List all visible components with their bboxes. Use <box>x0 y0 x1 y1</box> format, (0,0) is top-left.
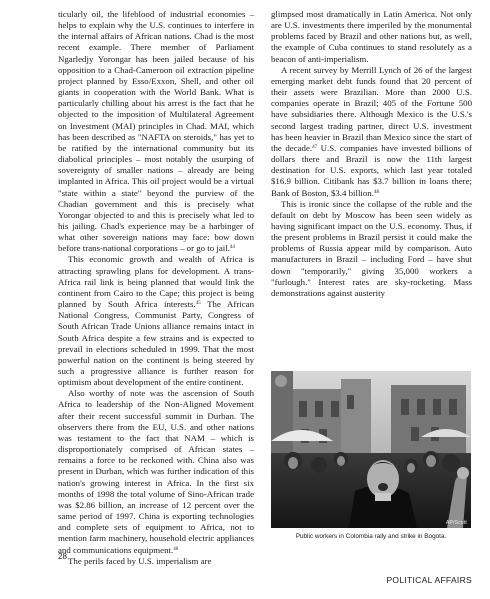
paragraph: This economic growth and wealth of Africa is attracting sprawling plans for development. A trans-Africa rail link is being planned that would link the continent from Cairo to the Cape; this project is being planned by South Africa interests.$^{45}$ The African National Congress, Communist Party, Congress of South African Trade Unions alliance remains intact in South Africa despite a few strains and is expected to prevail in elections scheduled in 1999. That the most powerful nation on the continent is being steered by such a progressive alliance is further reason for optimism about development of the entire continent. <box>58 254 255 388</box>
left-column <box>58 9 254 567</box>
rally-photo <box>271 371 471 528</box>
footnote-ref: 47 <box>312 144 318 150</box>
footnote-ref: 48 <box>373 189 379 195</box>
footnote-ref: 45 <box>195 301 201 307</box>
paragraph: The perils faced by U.S. imperialism are <box>68 555 212 566</box>
photo-caption: Public workers in Colombia rally and strike in Bogota. <box>295 533 447 540</box>
paragraph: glimpsed most dramatically in Latin America. Not only are U.S. investments there imperiled by the monumental problems faced by Brazil and other nations but, as well, the example of Cuba continues to stand resolutely as a beacon of anti-imperialism. <box>271 9 472 64</box>
photo-credit: AP/Scott <box>445 520 467 526</box>
footnote-ref: 44 <box>229 245 235 251</box>
rally-photo-image <box>271 371 471 528</box>
paragraph: A recent survey by Merrill Lynch of 26 of the largest emerging market debt funds found that 20 percent of their assets were Brazilian. More than 2000 U.S. companies operate in Brazil; 405 of the Fortune 500 have subsidiaries there. Although Mexico is the U.S.'s second largest trading partner, direct U.S. investment has been heavier in Brazil than Mexico since the start of the decade.$^{47}$ U.S. companies have invested billions of dollars there and Brazil is now the 11th largest destination for U.S. exports, which last year totaled $16.9 billion. Citibank has $3.7 billion in loans there; Bank of Boston, $3.4 billion.$^{48}$ <box>271 64 472 198</box>
page-number: 28 <box>58 552 67 561</box>
paragraph: ticularly oil, the lifeblood of industrial economies – helps to explain why the U.S. continues to interfere in the internal affairs of African nations. Chad is the most recent example. There member of Parliament Ngarledjy Yorongar has been jailed because of his opposition to a Chad-Cameroon oil extraction pipeline project planned by Esso/Exxon, Shell, and other oil giants in cooperation with the World Bank. What is particularly chilling about his arrest is the fact that he objected to the imposition of Multilateral Agreement on Investment (MAI) principles in Chad. MAI, which has been described as "NAFTA on steroids," has yet to be ratified by the international community but its diabolical principles – most notably the usurping of sovereignty of smaller nations – already are being implanted in Africa. This oil project would be a virtual "state within a state" beyond the purview of the Chadian government and this is precisely what Yorongar objected to and this is precisely what led to his jailing. Chad's experience may be a harbinger of what other sovereign nations may face: bow down before trans-national corporations – or go to jail.$^{44}$ <box>58 9 254 254</box>
paragraph: Also worthy of note was the ascension of South Africa to leadership of the Non-Aligned Movement after their recent successful summit in Durban. The observers there from the EU, U.S. and other nations was testament to the fact that NAM – which is disproportionately comprised of African states – remains a force to be reckoned with. China also was present in Durban, which was further indication of this nation's growing interest in Africa. In the first six months of 1998 the total volume of Sino-African trade was $2.86 billion, an increase of 12 percent over the same period of 1997. China is exporting technologies and complete sets of equipment to Africa, not to mention farm machinery, household electric appliances and communications equipment.$^{46}$ <box>58 388 254 555</box>
footnote-ref: 46 <box>173 546 179 552</box>
right-column <box>271 9 472 299</box>
paragraph: This is ironic since the collapse of the ruble and the default on debt by Moscow has been seen widely as having significant impact on the U.S. economy. Thus, if the present problems in Brazil persist it could make the problems of Russia appear mild by comparison. Auto manufacturers in Brazil – including Ford – have shut down "temporarily," giving 35,000 workers a "furlough." Interest rates are sky-rocketing. Mass demonstrations against austerity <box>271 198 472 298</box>
journal-name: POLITICAL AFFAIRS <box>386 575 472 585</box>
